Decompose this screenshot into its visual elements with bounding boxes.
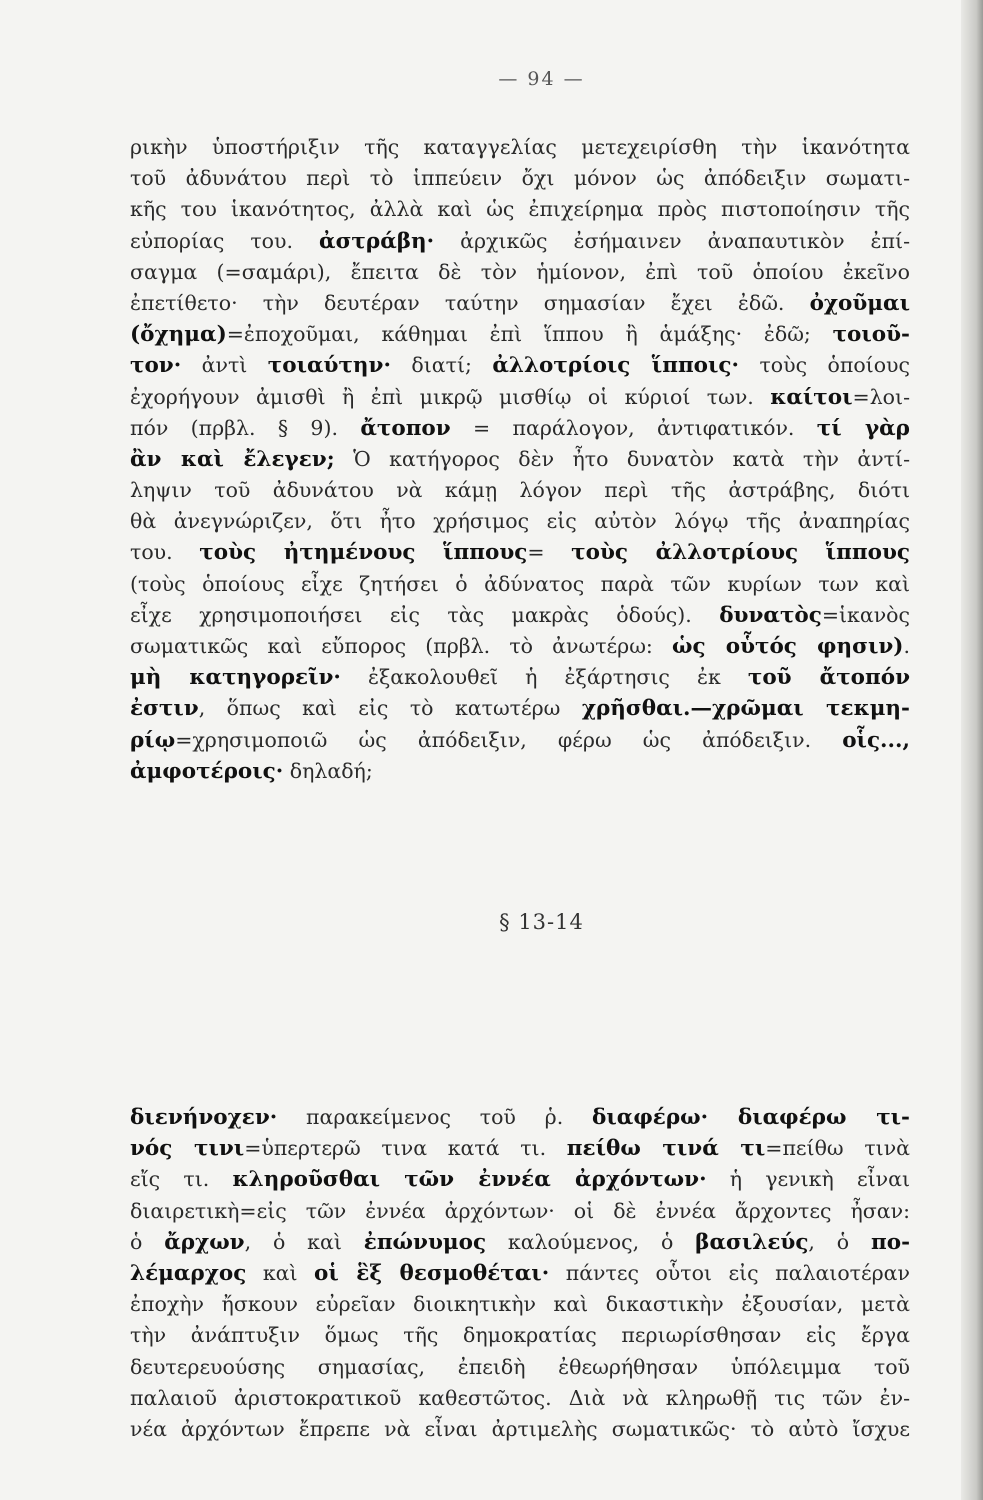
- gloss-text: κῆς του ἱκανότητος, ἀλλὰ καὶ ὡς ἐπιχείρημα πρὸς πιστοποίησιν τῆς: [130, 197, 910, 222]
- gloss-text: καλούμενος, ὁ: [486, 1229, 696, 1254]
- lemma-term: πείθω τινά τι: [566, 1136, 766, 1162]
- lemma-term: δυνατὸς: [719, 602, 822, 628]
- lemma-term: χρῆσθαι.—χρῶμαι τεκμη-: [581, 696, 910, 722]
- gloss-text: =ἱκανὸς: [821, 602, 910, 627]
- text-line: [130, 413, 910, 444]
- text-line: [130, 1102, 910, 1133]
- lemma-term: μὴ κατηγορεῖν·: [130, 665, 341, 691]
- lemma-term: ἄτοπον: [360, 415, 451, 441]
- text-line: [130, 662, 910, 693]
- lemma-term: τοὺς ἠτημένους ἵππους: [199, 540, 528, 566]
- gloss-text: διατί;: [390, 353, 493, 378]
- gloss-text: ἐπετίθετο· τὴν δευτέραν ταύτην σημασίαν ἔχει ἐδῶ.: [130, 290, 810, 315]
- lemma-term: ἀλλοτρίοις ἵπποις·: [492, 353, 740, 379]
- gloss-text: τοὺς ὁποίους: [739, 353, 910, 378]
- text-line: [130, 631, 910, 662]
- text-line: [130, 194, 910, 225]
- text-line: [130, 257, 910, 288]
- gloss-text: διαιρετικὴ=εἰς τῶν ἐννέα ἀρχόντων· οἱ δὲ ἐννέα ἄρχοντες ἦσαν:: [130, 1198, 910, 1223]
- gloss-text: ληψιν τοῦ ἀδυνάτου νὰ κάμῃ λόγον περὶ τῆς ἀστράβης, διότι: [130, 478, 910, 503]
- text-line: [130, 382, 910, 413]
- lemma-term: διαφέρω· διαφέρω τι-: [592, 1105, 910, 1130]
- lemma-term: βασιλεύς: [695, 1229, 809, 1255]
- lemma-term: λέμαρχος: [130, 1260, 247, 1286]
- lemma-term: καίτοι: [770, 384, 853, 410]
- gloss-text: εἶχε χρησιμοποιήσει εἰς τὰς μακρὰς ὁδούς).: [130, 602, 720, 627]
- lemma-term: οἱ ἓξ θεσμοθέται·: [314, 1260, 550, 1286]
- gloss-text: , ὅπως καὶ εἰς τὸ κατωτέρω: [198, 696, 582, 721]
- gloss-text: ρικὴν ὑποστήριξιν τῆς καταγγελίας μετεχειρίσθη τὴν ἱκανότητα: [130, 135, 910, 159]
- text-line: [130, 1383, 910, 1414]
- gloss-text: .: [903, 634, 910, 658]
- lemma-term: τοιαύτην·: [267, 353, 391, 379]
- lemma-term: νός τινι: [130, 1136, 245, 1162]
- text-line: [130, 537, 910, 568]
- gloss-text: ἐποχὴν ἤσκουν εὐρεῖαν διοικητικὴν καὶ δικαστικὴν ἐξουσίαν, μετὰ: [130, 1292, 910, 1317]
- lemma-term: τον·: [130, 353, 182, 379]
- text-line: [130, 163, 910, 194]
- gloss-text: ἀντὶ: [181, 353, 268, 378]
- text-line: [130, 475, 910, 506]
- page-edge-shadow: [961, 0, 983, 1500]
- text-line: [130, 600, 910, 631]
- gloss-text: τὴν ἀνάπτυξιν ὅμως τῆς δημοκρατίας περιωρίσθησαν εἰς ἔργα: [130, 1323, 910, 1348]
- gloss-text: πάντες οὗτοι εἰς παλαιοτέραν: [549, 1260, 910, 1285]
- gloss-text: δευτερευούσης σημασίας, ἐπειδὴ ἐθεωρήθησαν ὑπόλειμμα τοῦ: [130, 1354, 910, 1379]
- text-line: [130, 350, 910, 381]
- gloss-text: ἀρχικῶς ἐσήμαινεν ἀναπαυτικὸν ἐπί-: [434, 228, 910, 253]
- gloss-text: παλαιοῦ ἀριστοκρατικοῦ καθεστῶτος. Διὰ νὰ κληρωθῇ τις τῶν ἐν-: [130, 1385, 910, 1410]
- lemma-term: ὀχοῦμαι: [809, 290, 910, 316]
- text-line: [130, 226, 910, 257]
- lemma-term: (ὄχημα): [130, 322, 227, 348]
- text-line: [130, 506, 910, 537]
- lemma-term: ἀμφοτέροις·: [130, 758, 284, 784]
- lemma-term: τοιοῦ-: [832, 322, 910, 348]
- lemma-term: ἂν καὶ ἔλεγεν;: [130, 446, 335, 472]
- gloss-text: = παράλογον, ἀντιφατικόν.: [450, 415, 817, 440]
- gloss-text: πόν (πρβλ. § 9).: [130, 415, 361, 440]
- lemma-term: πο-: [871, 1229, 910, 1255]
- text-line: [130, 569, 910, 600]
- text-line: [130, 1133, 910, 1164]
- gloss-text: , ὁ καὶ: [244, 1229, 364, 1254]
- text-line: [130, 1289, 910, 1320]
- gloss-text: σωματικῶς καὶ εὔπορος (πρβλ. τὸ ἀνωτέρω:: [130, 634, 673, 658]
- commentary-section-2: [130, 1102, 910, 1445]
- lemma-term: ἐστιν: [130, 696, 199, 722]
- text-line: [130, 444, 910, 475]
- gloss-text: παρακείμενος τοῦ ῥ.: [277, 1105, 593, 1129]
- lemma-term: κληροῦσθαι τῶν ἐννέα ἀρχόντων·: [232, 1167, 707, 1193]
- text-line: [130, 1258, 910, 1289]
- lemma-term: τοῦ ἄτοπόν: [747, 665, 910, 691]
- text-line: [130, 132, 910, 163]
- lemma-term: ἀστράβη·: [319, 228, 435, 254]
- gloss-text: νέα ἀρχόντων ἔπρεπε νὰ εἶναι ἀρτιμελὴς σωματικῶς· τὸ αὐτὸ ἴσχυε: [130, 1416, 910, 1441]
- gloss-text: του.: [130, 540, 200, 565]
- gloss-text: καὶ: [246, 1260, 315, 1285]
- section-heading: § 13-14: [499, 910, 584, 934]
- lemma-term: οἷς...,: [842, 727, 910, 753]
- commentary-section-1: [130, 132, 910, 787]
- lemma-term: διενήνοχεν·: [130, 1105, 278, 1130]
- gloss-text: ἡ γενικὴ εἶναι: [706, 1167, 910, 1192]
- gloss-text: , ὁ: [808, 1229, 871, 1254]
- gloss-text: =πείθω τινὰ: [765, 1136, 910, 1161]
- text-line: [130, 1164, 910, 1195]
- gloss-text: ὁ: [130, 1229, 165, 1254]
- text-line: [130, 319, 910, 350]
- lemma-term: τί γὰρ: [816, 415, 910, 441]
- text-line: [130, 1352, 910, 1383]
- lemma-term: ἄρχων: [164, 1229, 245, 1255]
- lemma-term: ὡς οὗτός φησιν): [672, 634, 904, 659]
- page-number: — 94 —: [498, 68, 585, 90]
- text-line: [130, 693, 910, 724]
- lemma-term: ἐπώνυμος: [363, 1229, 487, 1255]
- gloss-text: ἐξακολουθεῖ ἡ ἐξάρτησις ἐκ: [340, 665, 748, 690]
- gloss-text: σαγμα (=σαμάρι), ἔπειτα δὲ τὸν ἡμίονον, ἐπὶ τοῦ ὁποίου ἐκεῖνο: [130, 259, 910, 284]
- gloss-text: Ὁ κατήγορος δὲν ἦτο δυνατὸν κατὰ τὴν ἀντί-: [334, 446, 910, 471]
- lemma-term: τοὺς ἀλλοτρίους ἵππους: [571, 540, 910, 566]
- gloss-text: εὐπορίας του.: [130, 228, 320, 253]
- text-line: [130, 1414, 910, 1445]
- text-line: [130, 725, 910, 756]
- gloss-text: =ἐποχοῦμαι, κάθημαι ἐπὶ ἵππου ἢ ἁμάξης· ἐδῶ;: [226, 322, 833, 347]
- text-line: [130, 1196, 910, 1227]
- gloss-text: τοῦ ἀδυνάτου περὶ τὸ ἱππεύειν ὄχι μόνον ὡς ἀπόδειξιν σωματι-: [130, 166, 910, 191]
- gloss-text: =χρησιμοποιῶ ὡς ἀπόδειξιν, φέρω ὡς ἀπόδειξιν.: [175, 727, 843, 752]
- text-line: [130, 1227, 910, 1258]
- gloss-text: δηλαδή;: [283, 758, 373, 783]
- lemma-term: ρίῳ: [130, 727, 176, 753]
- gloss-text: εἴς τι.: [130, 1167, 233, 1192]
- gloss-text: =ὑπερτερῶ τινα κατά τι.: [244, 1136, 567, 1161]
- gloss-text: ἐχορήγουν ἀμισθὶ ἢ ἐπὶ μικρῷ μισθίῳ οἱ κύριοί των.: [130, 384, 771, 409]
- gloss-text: θὰ ἀνεγνώριζεν, ὅτι ἦτο χρήσιμος εἰς αὐτὸν λόγῳ τῆς ἀναπηρίας: [130, 509, 910, 534]
- gloss-text: (τοὺς ὁποίους εἶχε ζητήσει ὁ ἀδύνατος παρὰ τῶν κυρίων των καὶ: [130, 571, 910, 596]
- text-line: [130, 1320, 910, 1351]
- gloss-text: =λοι-: [852, 384, 910, 409]
- text-line: [130, 756, 910, 787]
- gloss-text: =: [527, 540, 572, 565]
- text-line: [130, 288, 910, 319]
